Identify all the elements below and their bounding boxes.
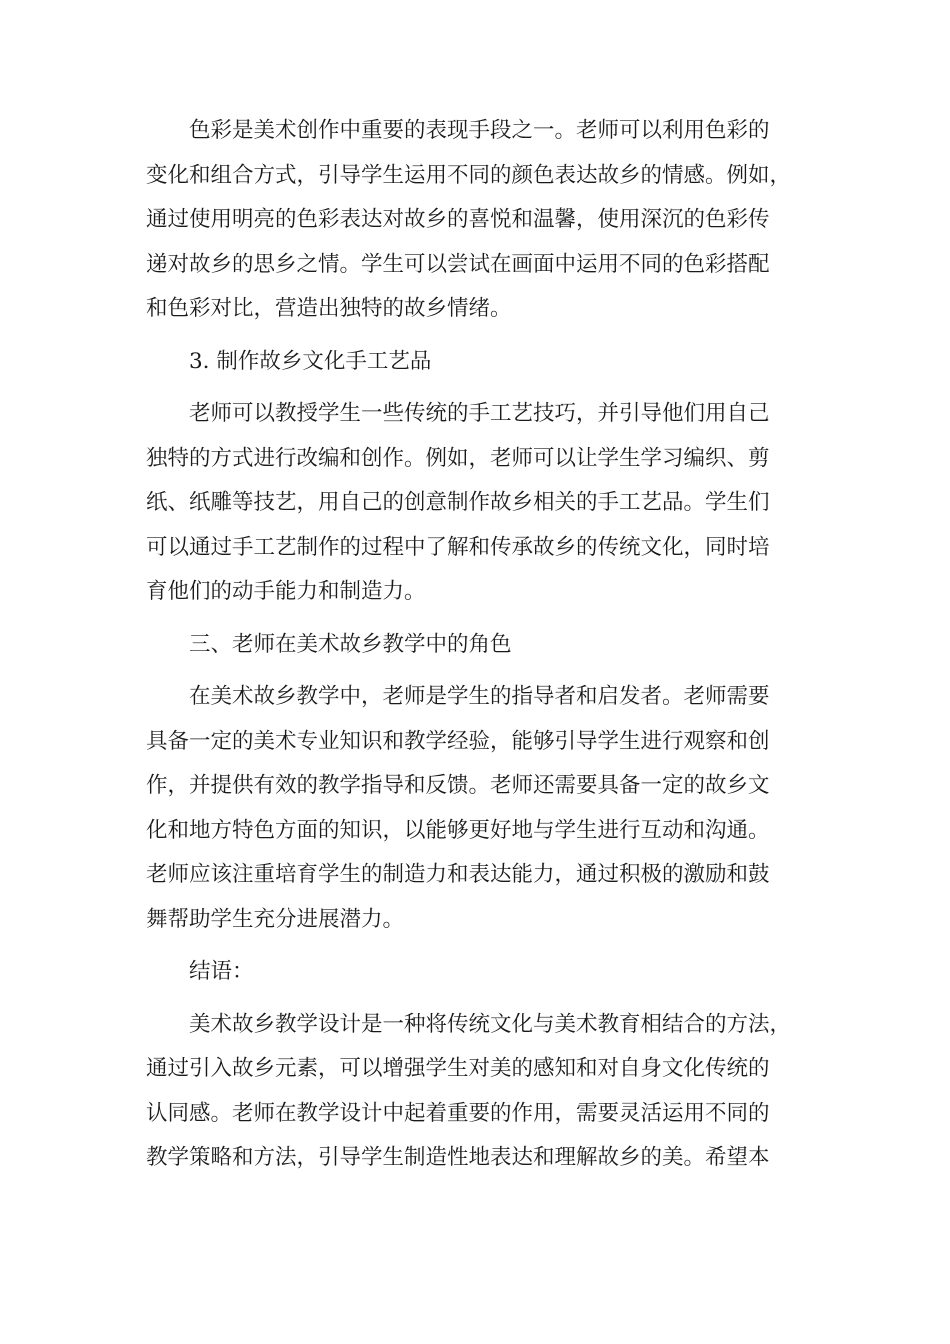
section-heading-handicraft: 3. 制作故乡文化手工艺品	[189, 348, 432, 374]
paragraph-line: 美术故乡教学设计是一种将传统文化与美术教育相结合的方法，	[189, 1011, 792, 1037]
paragraph-line: 认同感。老师在教学设计中起着重要的作用，需要灵活运用不同的	[146, 1100, 770, 1126]
paragraph-line: 纸、纸雕等技艺，用自己的创意制作故乡相关的手工艺品。学生们	[146, 490, 770, 515]
paragraph-line: 舞帮助学生充分进展潜力。	[146, 906, 405, 932]
paragraph-line: 在美术故乡教学中，老师是学生的指导者和启发者。老师需要	[189, 684, 770, 709]
paragraph-color-expression	[146, 109, 806, 332]
paragraph-line: 独特的方式进行改编和创作。例如，老师可以让学生学习编织、剪	[146, 445, 770, 471]
paragraph-handicraft	[146, 392, 806, 615]
document-body	[146, 109, 806, 1189]
section-heading-conclusion: 结语：	[189, 959, 254, 984]
paragraph-line: 具备一定的美术专业知识和教学经验，能够引导学生进行观察和创	[146, 728, 770, 754]
paragraph-line: 递对故乡的思乡之情。学生可以尝试在画面中运用不同的色彩搭配	[146, 251, 770, 277]
paragraph-teacher-role	[146, 675, 806, 942]
paragraph-line: 变化和组合方式，引导学生运用不同的颜色表达故乡的情感。例如，	[146, 162, 792, 188]
paragraph-line: 通过使用明亮的色彩表达对故乡的喜悦和温馨，使用深沉的色彩传	[146, 207, 770, 232]
paragraph-line: 老师可以教授学生一些传统的手工艺技巧，并引导他们用自己	[189, 401, 770, 426]
paragraph-line: 通过引入故乡元素，可以增强学生对美的感知和对自身文化传统的	[146, 1056, 770, 1081]
paragraph-line: 育他们的动手能力和制造力。	[146, 579, 426, 604]
paragraph-conclusion	[146, 1003, 806, 1181]
paragraph-line: 作，并提供有效的教学指导和反馈。老师还需要具备一定的故乡文	[146, 773, 770, 798]
paragraph-line: 和色彩对比，营造出独特的故乡情绪。	[146, 296, 512, 321]
paragraph-line: 化和地方特色方面的知识，以能够更好地与学生进行互动和沟通。	[146, 817, 770, 843]
paragraph-line: 色彩是美术创作中重要的表现手段之一。老师可以利用色彩的	[189, 118, 770, 143]
paragraph-line: 老师应该注重培育学生的制造力和表达能力，通过积极的激励和鼓	[146, 862, 770, 887]
paragraph-line: 教学策略和方法，引导学生制造性地表达和理解故乡的美。希望本	[146, 1145, 770, 1170]
section-heading-teacher-role: 三、老师在美术故乡教学中的角色	[189, 631, 512, 657]
paragraph-line: 可以通过手工艺制作的过程中了解和传承故乡的传统文化，同时培	[146, 534, 770, 560]
